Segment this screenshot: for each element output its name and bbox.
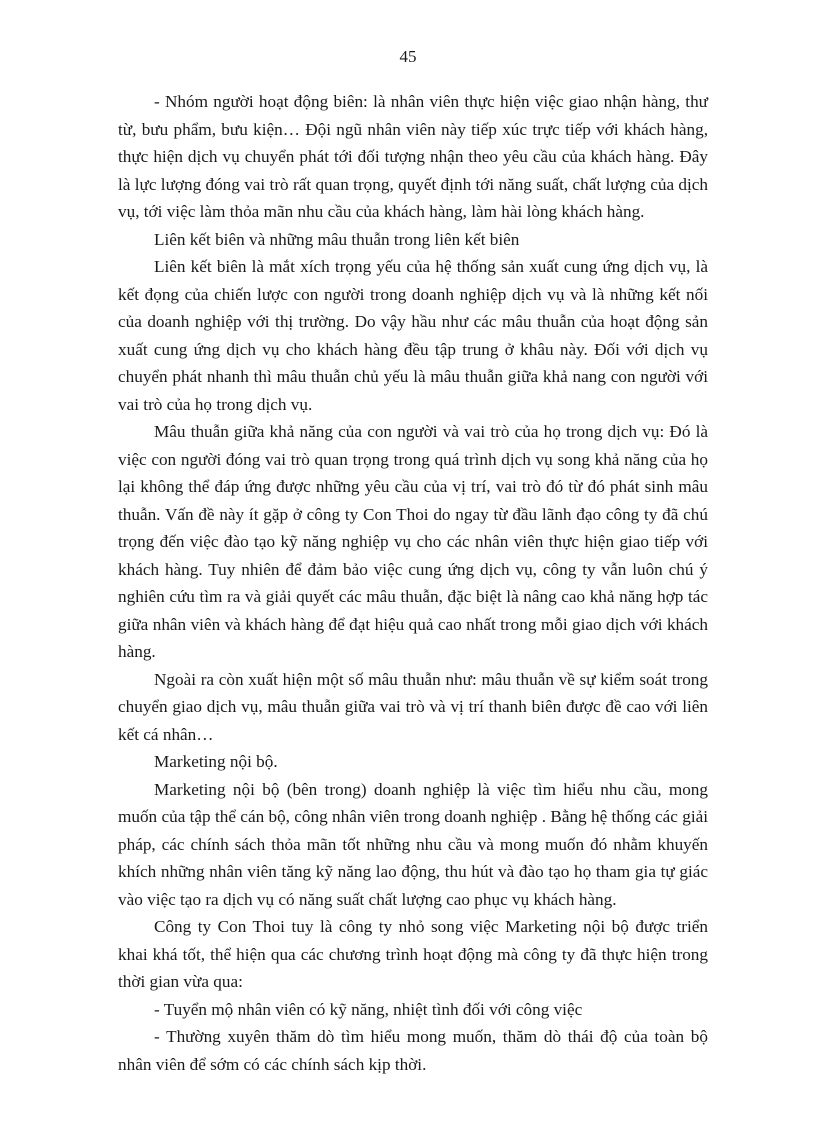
body-text <box>118 88 708 1078</box>
list-item-surveys: - Thường xuyên thăm dò tìm hiểu mong muốn, thăm dò thái độ của toàn bộ nhân viên để sớm có các chính sách kịp thời. <box>118 1027 708 1074</box>
paragraph-boundary-links: Liên kết biên là mắt xích trọng yếu của hệ thống sản xuất cung ứng dịch vụ, là kết đọng của chiến lược con người trong doanh nghiệp dịch vụ và là những kết nối của doanh nghiệp với thị trường. Do vậy hầu như các mâu thuẫn của hoạt động sản xuất cung ứng dịch vụ cho khách hàng đều tập trung ở khâu này. Đối với dịch vụ chuyển phát nhanh thì mâu thuẫn chủ yếu là mâu thuẫn giữa khả nang con người với vai trò của họ trong dịch vụ. <box>118 257 708 414</box>
heading-boundary-links: Liên kết biên và những mâu thuẫn trong liên kết biên <box>154 229 520 249</box>
paragraph-capability-conflict: Mâu thuẫn giữa khả năng của con người và vai trò của họ trong dịch vụ: Đó là việc con người đóng vai trò quan trọng trong quá trình dịch vụ song khả năng của họ lại không thể đáp ứng được những yêu cầu của vị trí, vai trò đó từ đó phát sinh mâu thuẫn. Vấn đề này ít gặp ở công ty Con Thoi do ngay từ đầu lãnh đạo công ty đã chú trọng đến việc đào tạo kỹ năng nghiệp vụ cho các nhân viên thực hiện giao tiếp với khách hàng. Tuy nhiên để đảm bảo việc cung ứng dịch vụ, công ty vẫn luôn chú ý nghiên cứu tìm ra và giải quyết các mâu thuẫn, đặc biệt là nâng cao khả năng hợp tác giữa nhân viên và khách hàng để đạt hiệu quả cao nhất trong mỗi giao dịch với khách hàng. <box>118 422 708 661</box>
list-item-recruitment: - Tuyển mộ nhân viên có kỹ năng, nhiệt tình đối với công việc <box>154 999 583 1019</box>
heading-internal-marketing: Marketing nội bộ. <box>154 752 278 771</box>
paragraph-con-thoi-marketing: Công ty Con Thoi tuy là công ty nhỏ song việc Marketing nội bộ được triển khai khá tốt, thể hiện qua các chương trình hoạt động mà công ty đã thực hiện trong thời gian vừa qua: <box>118 917 708 991</box>
paragraph-other-conflicts: Ngoài ra còn xuất hiện một số mâu thuẫn như: mâu thuẫn về sự kiểm soát trong chuyển giao dịch vụ, mâu thuẫn giữa vai trò và vị trí thanh biên được đề cao với liên kết cá nhân… <box>118 669 708 744</box>
paragraph-internal-marketing-definition: Marketing nội bộ (bên trong) doanh nghiệp là việc tìm hiểu nhu cầu, mong muốn của tập thể cán bộ, công nhân viên trong doanh nghiệp . Bằng hệ thống các giải pháp, các chính sách thỏa mãn tốt những nhu cầu và mong muốn đó nhằm khuyến khích những nhân viên tăng kỹ năng lao động, thu hút và đào tạo họ tham gia tự giác vào việc tạo ra dịch vụ có năng suất chất lượng cao phục vụ khách hàng. <box>118 779 708 909</box>
paragraph-frontline-staff: - Nhóm người hoạt động biên: là nhân viên thực hiện việc giao nhận hàng, thư từ, bưu phẩm, bưu kiện… Đội ngũ nhân viên này tiếp xúc trực tiếp với khách hàng, thực hiện dịch vụ chuyển phát tới đối tượng nhận theo yêu cầu của khách hàng. Đây là lực lượng đóng vai trò rất quan trọng, quyết định tới năng suất, chất lượng của dịch vụ, tới việc làm thỏa mãn nhu cầu của khách hàng, làm hài lòng khách hàng. <box>118 92 708 221</box>
page-number: 45 <box>399 47 417 66</box>
